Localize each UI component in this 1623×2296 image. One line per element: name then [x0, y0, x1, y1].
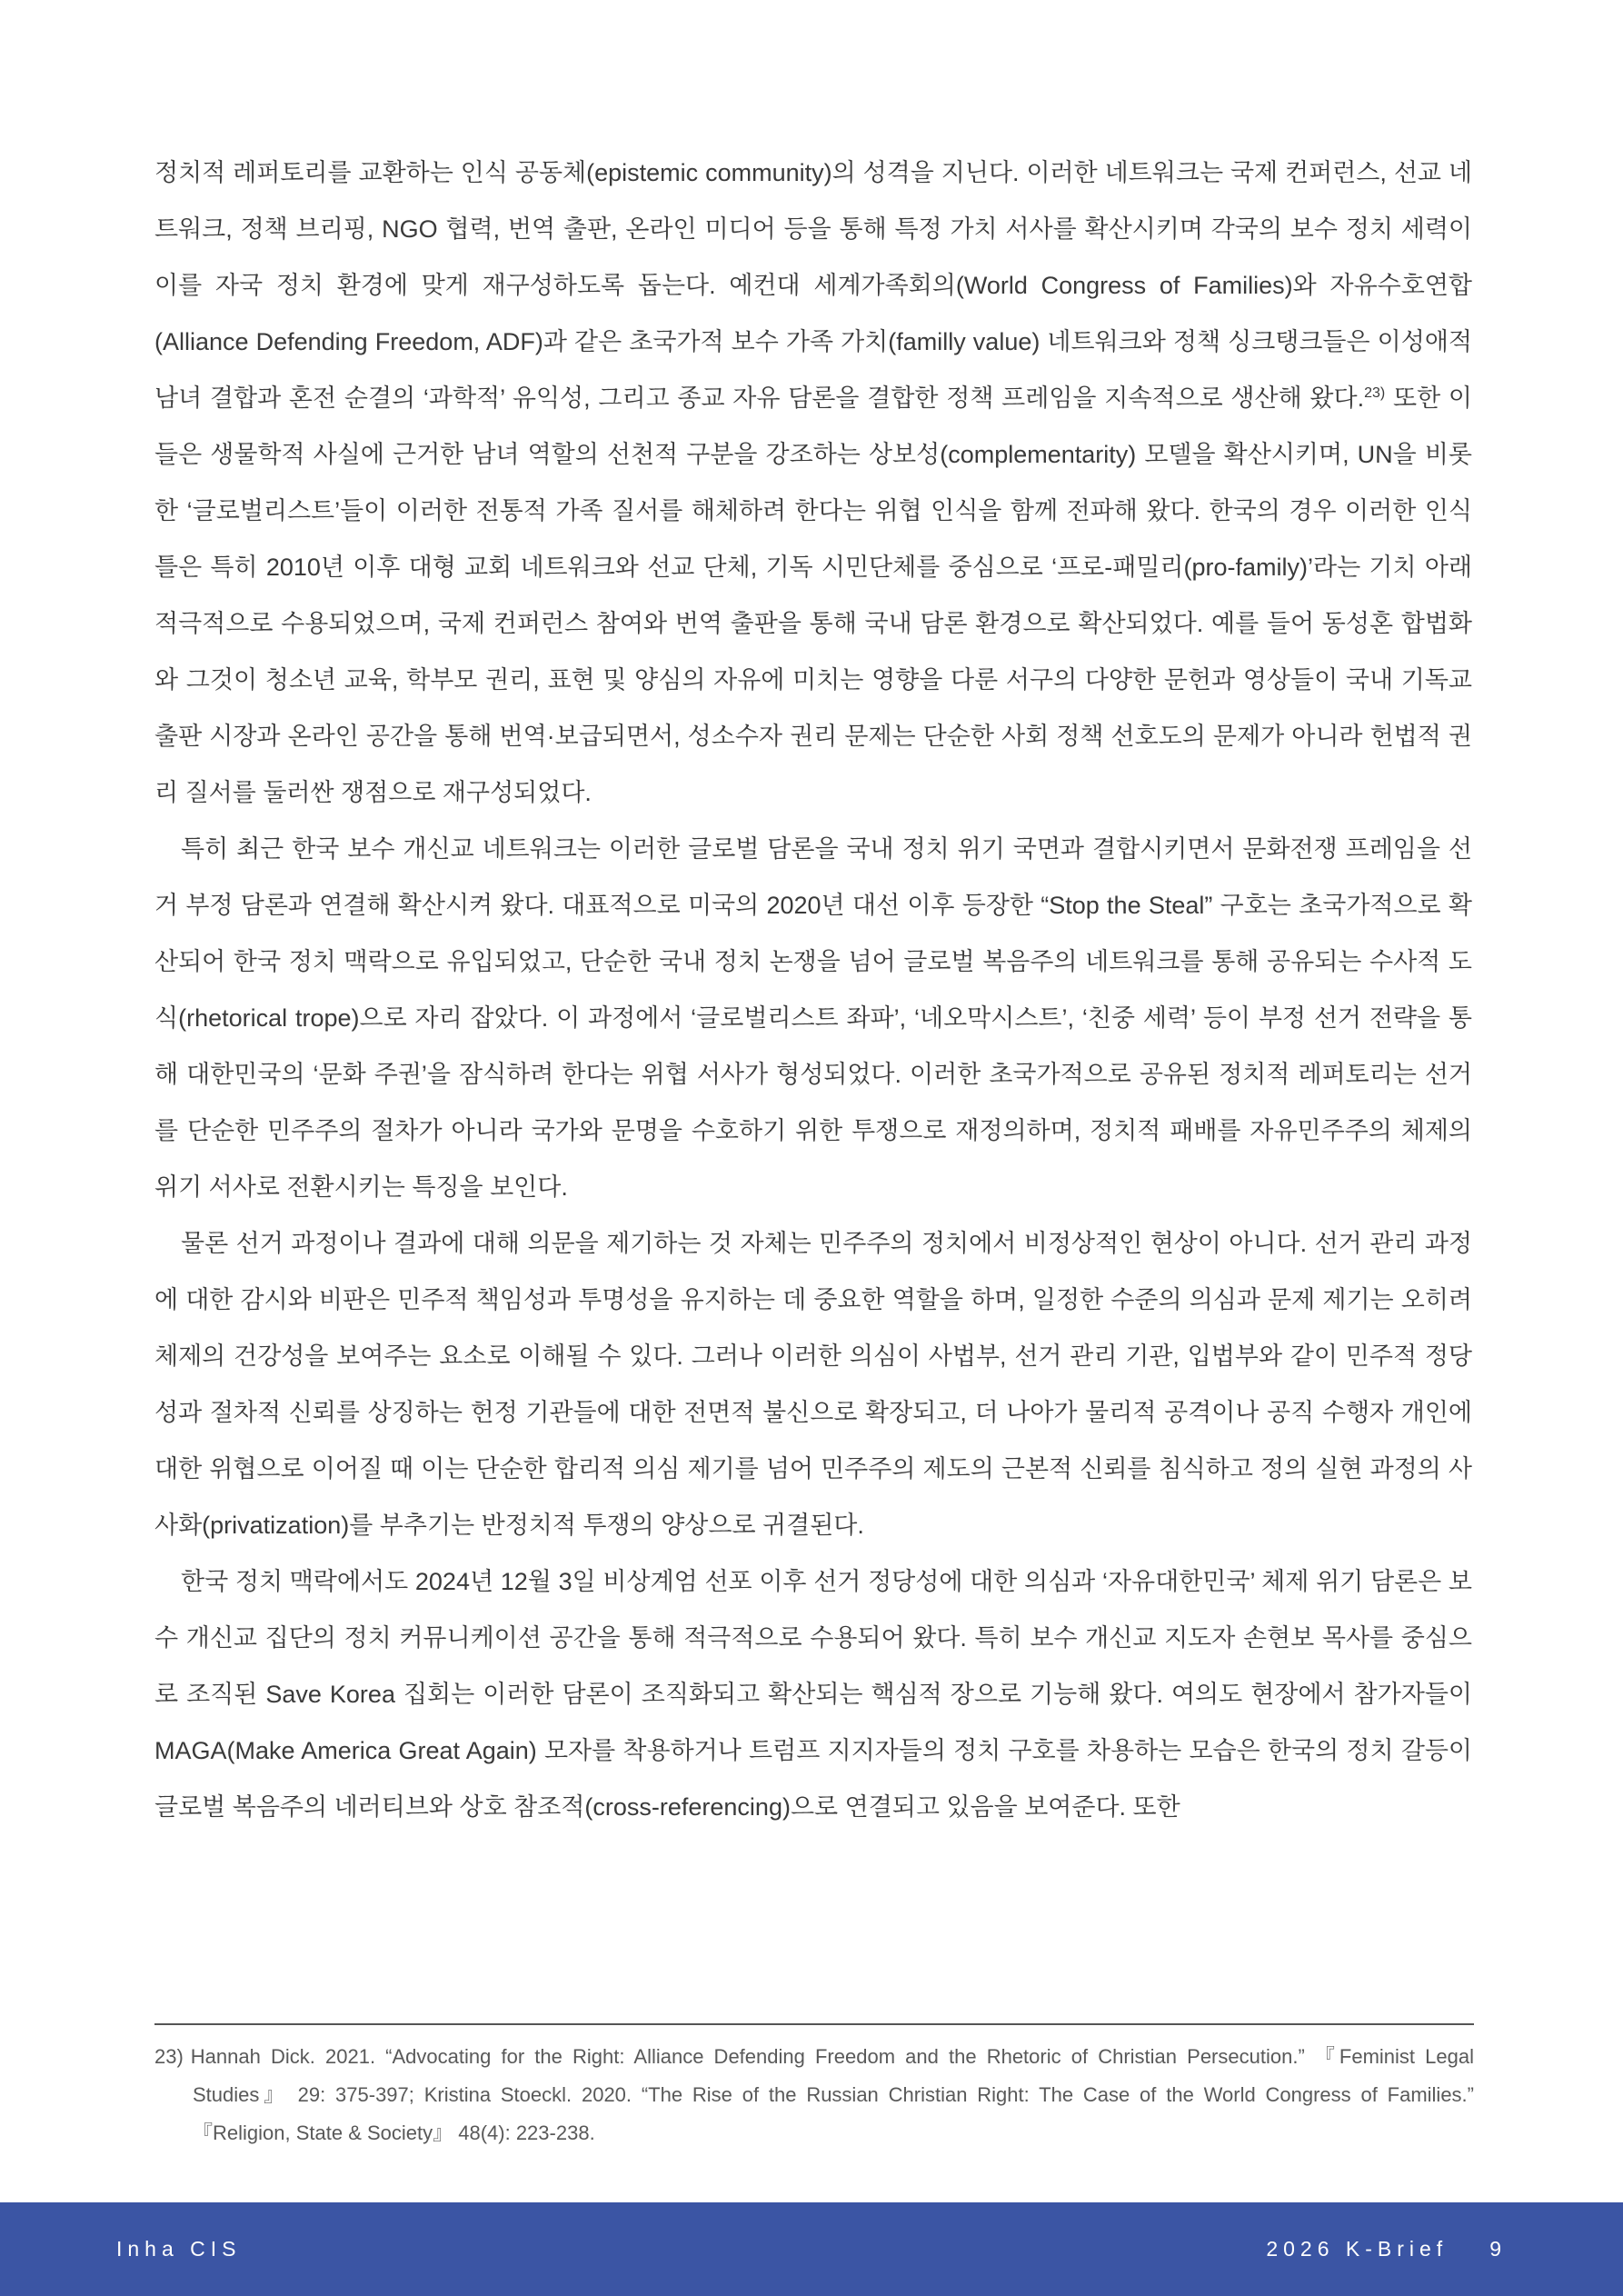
body-text-block: [154, 145, 1472, 1835]
footnote-text: Hannah Dick. 2021. “Advocating for the Right: Alliance Defending Freedom and the Rhetoric of Christian Persecution.” 『Feminist Legal Studies』 29: 375-397; Kristina Stoeckl. 2020. “The Rise of the Russian Christian Right: The Case of the World Congress of Families.” 『Religion, State & Society』 48(4): 223-238.: [190, 2045, 1474, 2144]
page-footer-bar: [0, 2202, 1623, 2296]
footer-brand-label: Inha CIS: [116, 2237, 242, 2261]
paragraph-3: 물론 선거 과정이나 결과에 대해 의문을 제기하는 것 자체는 민주주의 정치에서 비정상적인 현상이 아니다. 선거 관리 과정에 대한 감시와 비판은 민주적 책임성과 투명성을 유지하는 데 중요한 역할을 하며, 일정한 수준의 의심과 문제 제기는 오히려 체제의 건강성을 보여주는 요소로 이해될 수 있다. 그러나 이러한 의심이 사법부, 선거 관리 기관, 입법부와 같이 민주적 정당성과 절차적 신뢰를 상징하는 헌정 기관들에 대한 전면적 불신으로 확장되고, 더 나아가 물리적 공격이나 공직 수행자 개인에 대한 위협으로 이어질 때 이는 단순한 합리적 의심 제기를 넘어 민주주의 제도의 근본적 신뢰를 침식하고 정의 실현 과정의 사사화(privatization)를 부추기는 반정치적 투쟁의 양상으로 귀결된다.: [154, 1230, 1472, 1539]
page-number: 9: [1489, 2237, 1507, 2261]
footnote-separator-rule: [154, 2023, 1474, 2025]
footnote-marker: 23): [154, 2045, 184, 2068]
footer-publication-title: 2026 K-Brief: [1266, 2237, 1449, 2261]
paragraph-1-text: 정치적 레퍼토리를 교환하는 인식 공동체(epistemic community)의 성격을 지닌다. 이러한 네트워크는 국제 컨퍼런스, 선교 네트워크, 정책 브리핑, NGO 협력, 번역 출판, 온라인 미디어 등을 통해 특정 가치 서사를 확산시키며 각국의 보수 정치 세력이 이를 자국 정치 환경에 맞게 재구성하도록 돕는다. 예컨대 세계가족회의(World Congress of Families)와 자유수호연합(Alliance Defending Freedom, ADF)과 같은 초국가적 보수 가족 가치(familly value) 네트워크와 정책 싱크탱크들은 이성애적 남녀 결합과 혼전 순결의 ‘과학적’ 유익성, 그리고 종교 자유 담론을 결합한 정책 프레임을 지속적으로 생산해 왔다.: [154, 159, 1472, 412]
footnote-23: [154, 2038, 1474, 2152]
footnotes-section: [154, 2023, 1474, 2152]
paragraph-2: 특히 최근 한국 보수 개신교 네트워크는 이러한 글로벌 담론을 국내 정치 위기 국면과 결합시키면서 문화전쟁 프레임을 선거 부정 담론과 연결해 확산시켜 왔다. 대표적으로 미국의 2020년 대선 이후 등장한 “Stop the Steal” 구호는 초국가적으로 확산되어 한국 정치 맥락으로 유입되었고, 단순한 국내 정치 논쟁을 넘어 글로벌 복음주의 네트워크를 통해 공유되는 수사적 도식(rhetorical trope)으로 자리 잡았다. 이 과정에서 ‘글로벌리스트 좌파’, ‘네오막시스트’, ‘친중 세력’ 등이 부정 선거 전략을 통해 대한민국의 ‘문화 주권’을 잠식하려 한다는 위협 서사가 형성되었다. 이러한 초국가적으로 공유된 정치적 레퍼토리는 선거를 단순한 민주주의 절차가 아니라 국가와 문명을 수호하기 위한 투쟁으로 재정의하며, 정치적 패배를 자유민주주의 체제의 위기 서사로 전환시키는 특징을 보인다.: [154, 835, 1472, 1201]
paragraph-4: 한국 정치 맥락에서도 2024년 12월 3일 비상계엄 선포 이후 선거 정당성에 대한 의심과 ‘자유대한민국’ 체제 위기 담론은 보수 개신교 집단의 정치 커뮤니케이션 공간을 통해 적극적으로 수용되어 왔다. 특히 보수 개신교 지도자 손현보 목사를 중심으로 조직된 Save Korea 집회는 이러한 담론이 조직화되고 확산되는 핵심적 장으로 기능해 왔다. 여의도 현장에서 참가자들이 MAGA(Make America Great Again) 모자를 착용하거나 트럼프 지지자들의 정치 구호를 차용하는 모습은 한국의 정치 갈등이 글로벌 복음주의 네러티브와 상호 참조적(cross-referencing)으로 연결되고 있음을 보여준다. 또한: [154, 1568, 1472, 1821]
footnote-reference-23: 23): [1364, 385, 1386, 401]
footer-publication-info: [1266, 2237, 1507, 2261]
paragraph-1: [154, 145, 1472, 821]
paragraph-1-continuation: 또한 이들은 생물학적 사실에 근거한 남녀 역할의 선천적 구분을 강조하는 상보성(complementarity) 모델을 확산시키며, UN을 비롯한 ‘글로벌리스트’들이 이러한 전통적 가족 질서를 해체하려 한다는 위협 인식을 함께 전파해 왔다. 한국의 경우 이러한 인식 틀은 특히 2010년 이후 대형 교회 네트워크와 선교 단체, 기독 시민단체를 중심으로 ‘프로-패밀리(pro-family)’라는 기치 아래 적극적으로 수용되었으며, 국제 컨퍼런스 참여와 번역 출판을 통해 국내 담론 환경으로 확산되었다. 예를 들어 동성혼 합법화와 그것이 청소년 교육, 학부모 권리, 표현 및 양심의 자유에 미치는 영향을 다룬 서구의 다양한 문헌과 영상들이 국내 기독교 출판 시장과 온라인 공간을 통해 번역·보급되면서, 성소수자 권리 문제는 단순한 사회 정책 선호도의 문제가 아니라 헌법적 권리 질서를 둘러싼 쟁점으로 재구성되었다.: [154, 384, 1473, 806]
